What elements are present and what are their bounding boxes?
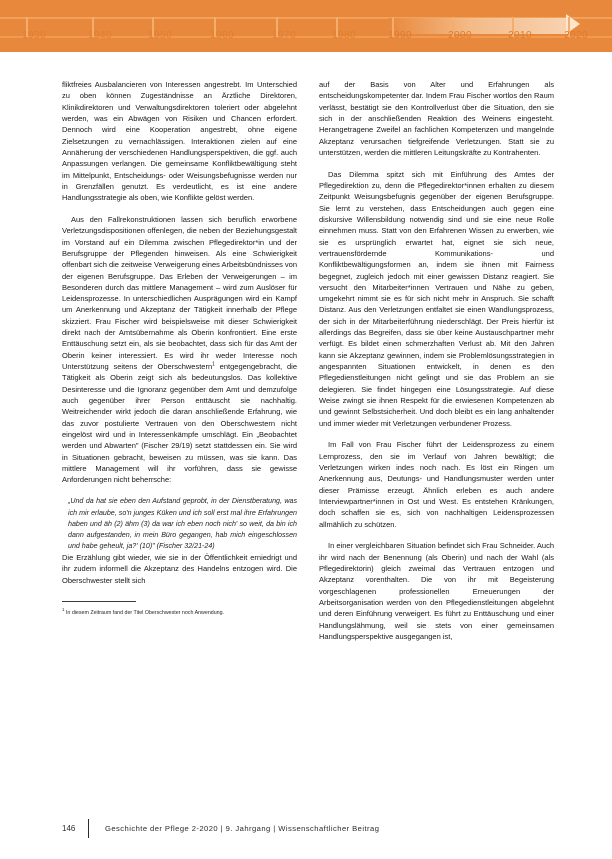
paragraph: In einer vergleichbaren Situation befindet sich Frau Schneider. Auch ihr wird nach der Benennung (als Oberin) und nach der Wahl (als Pflegedirektorin) gleich zweimal das Vertrauen entzogen und Akzeptanz vorenthalten. Die von ihr mit Begeisterung vorgeschlagenen professionellen Erneuerungen der Arbeitsorganisation werden von den Pflegedienstleitungen abgelehnt und deren Einführung verweigert. Es führt zu Enttäuschung und einer Handlungslähmung, weil sie stets von einer gemeinsamen Handlungsperspektive ausgegangen ist, <box>319 541 554 641</box>
decade-timeline-banner <box>0 0 612 52</box>
page-footer <box>0 817 612 839</box>
footnote-reference[interactable]: 1 <box>212 361 215 368</box>
footnote-marker: 1 <box>62 606 65 612</box>
timeline-label-1950: 1950 <box>148 30 172 41</box>
timeline-label-1970: 1970 <box>272 30 296 41</box>
footnote <box>62 606 297 617</box>
page-content <box>0 52 612 859</box>
timeline-label-2000: 2000 <box>448 30 472 41</box>
paragraph: Das Dilemma spitzt sich mit Einführung des Amtes der Pflegedirektion zu, denn die Pflegedirektor*innen erhalten zu diesem Zeitpunkt Weisungsbefugnis gegenüber der eigenen Berufsgruppe. Sie lernt zu verstehen, dass Entscheidungen auch gegen eine diskursive Willensbildung notwendig sind und sie eine neue Rolle einnehmen muss. Statt von den Erfahrenen Wissen zu erwerben, wie sie es ursprünglich erwartet hat, eignet sie sich neue, vertrauensfördernde Kommunikations- und Konfliktbewältigungsformen an, indem sie ihnen mit Fairness begegnet, zugleich jedoch mit einer gewissen Distanz reagiert. Sie versucht den Mitarbeiter*innen Vertrauen und Nähe zu geben, umgekehrt nimmt sie es für sich nicht mehr in Anspruch. Sie schafft Distanz. Aus den Verletzungen entfaltet sie einen Wandlungsprozess, der sich in der Mitarbeiterführung niederschlägt. Der Preis hierfür ist allerdings das Begreifen, dass sie über keine Austauschpartner mehr verfügt. Es bildet einen schmerzhaften Verlust ab. Mit den Jahren kann sie Akzeptanz gewinnen, indem sie Problemlösungsstrategien in angespannten Situationen entwickelt, in denen es den Pflegedienstleitungen nicht gelingt und sie das Problem an sie delegieren. Sie findet hingegen eine Lösungsstrategie. Auf diese Weise zwingt sie ihnen Respekt für die erwiesenen Kompetenzen ab und gewinnt Selbstsicherheit. Und doch bleibt es ein lang anhaltender und immer wieder mit Verletzungen verbundener Prozess. <box>319 169 554 428</box>
paragraph-text: Aus den Fallrekonstruktionen lassen sich beruflich erworbene Verletzungsdispositionen offenlegen, die neben der Beziehungsgestalt im Vorstand auf ein Dilemma zwischen Pflegedirektor*in und der Berufsgruppe der Pflegenden hinweisen. Als eine Schwierigkeit offenbart sich die zeitweise Verweigerung eines Arbeitsbündnisses von der eigenen Berufsgruppe. Das Erleben der Verweigerungen – im Besonderen durch das mittlere Management – wird zum Auslöser für Leidensprozesse. In unterschiedlichen Ausprägungen wird ein Kampf um Anerkennung und Akzeptanz der Tätigkeit innerhalb der Pflege skizziert. Frau Fischer wird beispielsweise mit dieser Schwierigkeit direkt nach der Amtsübernahme als Oberin konfrontiert. Eine erste Enttäuschung setzt ein, als sie beobachtet, dass sich für das Amt der Oberin keiner interessiert. Es wird ihr weder Interesse noch Unterstützung seitens der Oberschwestern <box>62 214 298 371</box>
footnote-text: In diesem Zeitraum fand der Titel Oberschwester noch Anwendung. <box>64 609 225 616</box>
right-text-column <box>319 79 554 642</box>
page-number: 146 <box>62 823 76 833</box>
paragraph: Im Fall von Frau Fischer führt der Leidensprozess zu einem Lernprozess, den sie im Verlauf von Jahren bewältigt; die Verletzungen wirken indes noch nach. Es löst ein Ringen um Anerkennung aus, Deutungs- und Handlungsmuster werden unter dieser Prämisse erzeugt. Ähnlich erleben es auch andere Interviewpartner*innen in Ost und West. Es entstehen Kränkungen, doch schaffen sie es, sich von nachhaltigen Leidensprozessen allmählich zu schützen. <box>319 440 554 529</box>
timeline-label-1960: 1960 <box>210 30 234 41</box>
timeline-label-1940: 1940 <box>88 30 112 41</box>
footnote-separator <box>62 601 136 602</box>
two-column-layout <box>62 79 554 642</box>
interview-quote: „Und da hat sie eben den Aufstand geprobt, in der Dienstberatung, was ich mir erlaube, so'n junges Küken und ich soll erst mal ihre Erfahrungen haben und äh (2) ähm (3) da war ich eben noch nich' so weit, da bin ich dann aufgestanden, in mein Büro gegangen, hab mich eingeschlossen und habe geheult, ja?' (10)" (Fischer 32/21-24) <box>68 497 297 550</box>
paragraph <box>62 214 297 486</box>
footer-divider <box>88 819 89 838</box>
timeline-label-1990: 1990 <box>388 30 412 41</box>
timeline-label-1930: 1930 <box>22 30 46 41</box>
timeline-label-2010: 2010 <box>508 30 532 41</box>
left-text-column <box>62 79 297 642</box>
footer-journal-line: Geschichte der Pflege 2-2020 | 9. Jahrgang | Wissenschaftlicher Beitrag <box>105 823 380 833</box>
paragraph: auf der Basis von Alter und Erfahrungen als entscheidungskompetenter dar. Indem Frau Fischer wortlos den Raum verlässt, bestätigt sie den Kontrollverlust über die Situation, den sie sich in der anschließenden Reaktion des Weinens eingesteht. Herangetragene Zweifel an fachlichen Kompetenzen und mangelnde Akzeptanz verursachen tiefgreifende Verletzungen. Statt sie zu unterstützen, werden die mittleren Leitungskräfte zu Kontrahenten. <box>319 80 554 157</box>
footer-inner <box>62 817 379 839</box>
timeline-label-2020: 2020 <box>564 30 588 41</box>
paragraph: fliktfreies Ausbalancieren von Interessen angestrebt. Im Unterschied zu oben können Zugeständnisse an Ärztliche Direktoren, Klinikdirektoren und Verwaltungsdirektoren toleriert oder abgelehnt werden, was ein Abwägen von Risiken und Chancen erfordert. Dennoch wird eine Kooperation angestrebt, ohne eigene Zielsetzungen zu vernachlässigen. Interaktionen zielen auf eine Annäherung der verschiedenen Handlungsperspektiven, die ggf. auch Anpassungen verlangen. Die gemeinsame Konfliktbewältigung steht im Mittelpunkt, Entscheidungs- oder Weisungsbefugnisse werden nur in Grenzfällen genutzt. Es verdeutlicht, es ist eine andere Handlungsstrategie als oben, wie Konflikte gelöst werden. <box>62 80 297 203</box>
paragraph: Die Erzählung gibt wieder, wie sie in der Öffentlichkeit erniedrigt und ihr zudem informell die Akzeptanz des Handelns entzogen wird. Die Oberschwester stellt sich <box>62 552 297 585</box>
timeline-label-1980: 1980 <box>332 30 356 41</box>
timeline-progress-bar <box>388 18 570 34</box>
paragraph-text-tail: entgegengebracht, die Tätigkeit als Oberin zeigt sich als bedeutungslos. Das kollektive Desinteresse und die Ignoranz gegenüber dem Amt und demzufolge auch gegenüber ihrer Person enttäuscht sie nachhaltig. Weitreichender wirkt jedoch die daran anschließende Erfahrung, wie das zuvor postulierte Vertrauen von den Oberschwestern nicht eingelöst wird und in Interessenkämpfe umschlägt. Ein „Beobachtet werden und Abwarten" (Fischer 29/19) setzt stattdessen ein. Sie wird in Situationen gebracht, beweisen zu müssen, was sie kann. Das mittlere Management will ihr vorführen, dass sie gewisse Anforderungen nicht beherrsche: <box>62 362 297 485</box>
